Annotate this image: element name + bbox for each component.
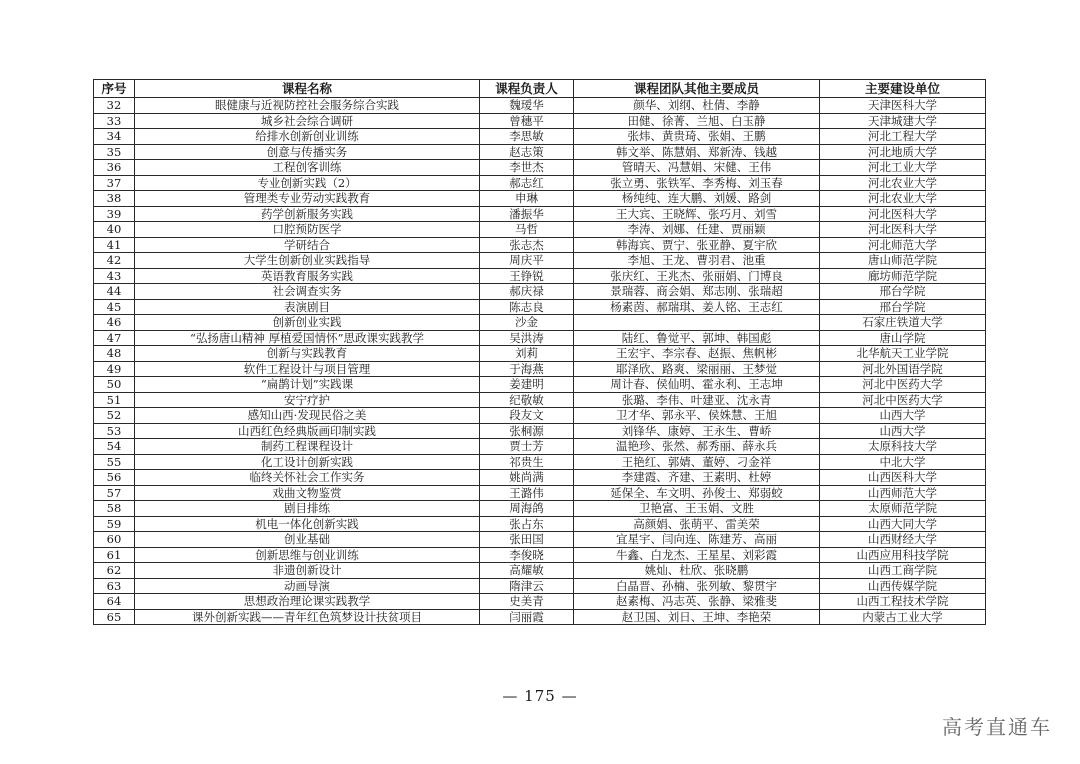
cell-course-name: 思想政治理论课实践教学 [135,594,480,610]
cell-team-members: 刘锋华、康婷、王永生、曹峤 [574,423,820,439]
header-team-members: 课程团队其他主要成员 [574,80,820,98]
cell-team-members: 牛鑫、白龙杰、王星星、刘彩霞 [574,547,820,563]
cell-course-lead: 段友文 [480,408,574,424]
table-row [94,532,986,548]
cell-institution: 河北工业大学 [820,160,986,176]
cell-team-members: 延保全、车文明、孙俊士、郑弱蛟 [574,485,820,501]
table-row [94,346,986,362]
cell-course-name: 创业基础 [135,532,480,548]
cell-institution: 太原师范学院 [820,501,986,517]
cell-course-lead: 马哲 [480,222,574,238]
cell-team-members: 张庆红、王兆杰、张丽娟、门博良 [574,268,820,284]
cell-team-members: 杨纯纯、连大鹏、刘媛、路剑 [574,191,820,207]
cell-team-members: 张立勇、张铁军、李秀梅、刘玉春 [574,175,820,191]
cell-index: 49 [94,361,135,377]
cell-index: 62 [94,563,135,579]
cell-institution: 山西大同大学 [820,516,986,532]
cell-index: 61 [94,547,135,563]
table-row [94,516,986,532]
cell-course-name: 非遗创新设计 [135,563,480,579]
cell-index: 51 [94,392,135,408]
table-row [94,129,986,145]
course-table [93,79,986,625]
cell-institution: 山西财经大学 [820,532,986,548]
table-row [94,222,986,238]
table-row [94,160,986,176]
cell-course-name: 口腔预防医学 [135,222,480,238]
cell-index: 50 [94,377,135,393]
table-row [94,578,986,594]
cell-course-lead: 周庆平 [480,253,574,269]
cell-institution: 山西医科大学 [820,470,986,486]
cell-course-lead: 李俊晓 [480,547,574,563]
cell-institution: 天津城建大学 [820,113,986,129]
cell-index: 60 [94,532,135,548]
cell-index: 41 [94,237,135,253]
cell-course-name: 社会调查实务 [135,284,480,300]
cell-institution: 唐山学院 [820,330,986,346]
cell-course-lead: 史美青 [480,594,574,610]
cell-team-members: 赵素梅、冯志英、张静、梁雅斐 [574,594,820,610]
cell-index: 53 [94,423,135,439]
cell-team-members: 景瑞蓉、商会娟、郑志刚、张瑞超 [574,284,820,300]
cell-institution: 邢台学院 [820,284,986,300]
cell-index: 54 [94,439,135,455]
cell-course-name: 英语教育服务实践 [135,268,480,284]
header-course-name: 课程名称 [135,80,480,98]
cell-index: 33 [94,113,135,129]
cell-team-members: 张炜、黄贵琦、张娟、王鹏 [574,129,820,145]
cell-course-name: 创新创业实践 [135,315,480,331]
cell-institution: 唐山师范学院 [820,253,986,269]
cell-index: 64 [94,594,135,610]
cell-institution: 河北中医药大学 [820,377,986,393]
cell-course-lead: 魏瑷华 [480,98,574,114]
cell-institution: 河北医科大学 [820,222,986,238]
table-row [94,470,986,486]
cell-institution: 石家庄铁道大学 [820,315,986,331]
header-course-lead: 课程负责人 [480,80,574,98]
cell-course-lead: 刘莉 [480,346,574,362]
table-row [94,547,986,563]
cell-team-members: 韩海宾、贾宁、张亚静、夏宇欣 [574,237,820,253]
cell-course-name: 制药工程课程设计 [135,439,480,455]
cell-team-members: 颜华、刘纲、杜倩、李静 [574,98,820,114]
cell-course-name: 山西红色经典版画印制实践 [135,423,480,439]
table-row [94,237,986,253]
cell-index: 52 [94,408,135,424]
table-row [94,454,986,470]
cell-course-name: 专业创新实践（2） [135,175,480,191]
table-row [94,594,986,610]
cell-course-lead: 姜建明 [480,377,574,393]
cell-institution: 邢台学院 [820,299,986,315]
cell-team-members: 赵卫国、刘日、王坤、李艳荣 [574,609,820,625]
cell-course-lead: 姚尚满 [480,470,574,486]
cell-institution: 山西传媒学院 [820,578,986,594]
table-row [94,113,986,129]
table-row [94,485,986,501]
watermark-text: 高考直通车 [942,715,1052,739]
cell-index: 46 [94,315,135,331]
cell-index: 37 [94,175,135,191]
cell-index: 44 [94,284,135,300]
cell-course-lead: 李世杰 [480,160,574,176]
cell-index: 55 [94,454,135,470]
cell-course-lead: 闫丽霞 [480,609,574,625]
cell-institution: 内蒙古工业大学 [820,609,986,625]
table-row [94,563,986,579]
cell-team-members: 李旭、王龙、曹羽君、池重 [574,253,820,269]
table-row [94,253,986,269]
cell-course-name: 创新思维与创业训练 [135,547,480,563]
cell-course-name: 化工设计创新实践 [135,454,480,470]
cell-team-members: 王宏宇、李宗春、赵振、焦帆彬 [574,346,820,362]
cell-index: 34 [94,129,135,145]
cell-institution: 河北外国语学院 [820,361,986,377]
cell-institution: 山西师范大学 [820,485,986,501]
cell-index: 36 [94,160,135,176]
cell-team-members: 耶泽欣、路爽、梁丽丽、王梦觉 [574,361,820,377]
cell-course-name: 学研结合 [135,237,480,253]
cell-team-members: 宜星宇、闫向连、陈建芳、高丽 [574,532,820,548]
cell-institution: 河北地质大学 [820,144,986,160]
cell-course-lead: 申琳 [480,191,574,207]
cell-course-name: 感知山西·发现民俗之美 [135,408,480,424]
cell-institution: 河北工程大学 [820,129,986,145]
cell-team-members: 白晶晋、孙楠、张列敏、黎贯宇 [574,578,820,594]
table-row [94,377,986,393]
cell-institution: 河北中医药大学 [820,392,986,408]
table-row [94,268,986,284]
cell-course-name: 课外创新实践——青年红色筑梦设计扶贫项目 [135,609,480,625]
cell-index: 39 [94,206,135,222]
cell-course-name: 给排水创新创业训练 [135,129,480,145]
cell-team-members: 王大宾、王晓辉、张巧月、刘雪 [574,206,820,222]
cell-team-members: 卫艳富、王玉娟、文胜 [574,501,820,517]
cell-team-members: 周计春、侯仙明、霍永利、王志坤 [574,377,820,393]
cell-course-lead: 于海燕 [480,361,574,377]
cell-course-lead: 张志杰 [480,237,574,253]
cell-index: 42 [94,253,135,269]
cell-team-members: 张璐、李伟、叶建亚、沈永青 [574,392,820,408]
cell-team-members [574,315,820,331]
header-institution: 主要建设单位 [820,80,986,98]
cell-institution: 山西工程技术学院 [820,594,986,610]
cell-course-lead: 贾士芳 [480,439,574,455]
cell-course-lead: 纪敬敏 [480,392,574,408]
cell-course-lead: 张田国 [480,532,574,548]
page-number: — 175 — [502,687,578,705]
cell-index: 48 [94,346,135,362]
cell-course-name: 创意与传播实务 [135,144,480,160]
cell-course-lead: 王铮锐 [480,268,574,284]
cell-team-members: 王艳红、郭婧、董婷、刁金祥 [574,454,820,470]
cell-institution: 山西应用科技学院 [820,547,986,563]
cell-team-members: 卫才华、郭永平、侯姝慧、王旭 [574,408,820,424]
table-row [94,609,986,625]
cell-team-members: 李涛、刘娜、任建、贾丽颖 [574,222,820,238]
cell-course-lead: 曾穗平 [480,113,574,129]
cell-institution: 太原科技大学 [820,439,986,455]
cell-course-lead: 高耀敏 [480,563,574,579]
cell-course-lead: 隋津云 [480,578,574,594]
cell-course-name: 临终关怀社会工作实务 [135,470,480,486]
cell-course-lead: 沙金 [480,315,574,331]
cell-team-members: 高颜娟、张萌平、雷美荣 [574,516,820,532]
table-header-row [94,80,986,98]
cell-course-lead: 王潞伟 [480,485,574,501]
cell-team-members: 田健、徐菁、兰旭、白玉静 [574,113,820,129]
cell-index: 59 [94,516,135,532]
cell-institution: 河北农业大学 [820,191,986,207]
cell-course-lead: 张占东 [480,516,574,532]
table-row [94,423,986,439]
cell-course-lead: 李思敏 [480,129,574,145]
cell-course-lead: 张桐源 [480,423,574,439]
table-row [94,439,986,455]
table-row [94,501,986,517]
cell-index: 57 [94,485,135,501]
table-row [94,299,986,315]
cell-course-lead: 郝庆禄 [480,284,574,300]
cell-course-name: 表演剧目 [135,299,480,315]
cell-institution: 天津医科大学 [820,98,986,114]
table-row [94,206,986,222]
cell-team-members: 姚灿、杜欣、张晓鹏 [574,563,820,579]
cell-index: 47 [94,330,135,346]
cell-institution: 河北医科大学 [820,206,986,222]
table-row [94,98,986,114]
cell-course-name: 剧目排练 [135,501,480,517]
cell-institution: 中北大学 [820,454,986,470]
cell-team-members: 韩文举、陈慧娟、郑新涛、钱越 [574,144,820,160]
table-row [94,144,986,160]
cell-course-name: 城乡社会综合调研 [135,113,480,129]
cell-course-name: 药学创新服务实践 [135,206,480,222]
cell-institution: 北华航天工业学院 [820,346,986,362]
cell-index: 38 [94,191,135,207]
table-row [94,175,986,191]
table-row [94,392,986,408]
cell-team-members: 管晴天、冯慧娟、宋健、王伟 [574,160,820,176]
cell-course-lead: 郝志红 [480,175,574,191]
table-row [94,408,986,424]
table-row [94,315,986,331]
table-row [94,361,986,377]
cell-index: 56 [94,470,135,486]
cell-index: 63 [94,578,135,594]
cell-course-name: 软件工程设计与项目管理 [135,361,480,377]
cell-team-members: 温艳珍、张然、郝秀丽、薛永兵 [574,439,820,455]
cell-index: 43 [94,268,135,284]
cell-course-lead: 周海鸽 [480,501,574,517]
cell-course-name: “弘扬唐山精神 厚植爱国情怀”思政课实践教学 [135,330,480,346]
cell-course-name: 安宁疗护 [135,392,480,408]
cell-team-members: 杨素茵、郝瑞琪、姜人铭、王志红 [574,299,820,315]
cell-course-name: 机电一体化创新实践 [135,516,480,532]
cell-course-lead: 吴洪涛 [480,330,574,346]
cell-course-name: “扁鹊计划”实践课 [135,377,480,393]
cell-institution: 河北农业大学 [820,175,986,191]
cell-course-lead: 赵志策 [480,144,574,160]
table-row [94,330,986,346]
cell-course-name: 创新与实践教育 [135,346,480,362]
cell-index: 35 [94,144,135,160]
cell-course-name: 工程创客训练 [135,160,480,176]
cell-team-members: 李建霞、齐建、王素明、杜婷 [574,470,820,486]
cell-course-lead: 陈志良 [480,299,574,315]
cell-course-name: 大学生创新创业实践指导 [135,253,480,269]
cell-course-name: 眼健康与近视防控社会服务综合实践 [135,98,480,114]
cell-course-lead: 潘振华 [480,206,574,222]
table-row [94,284,986,300]
cell-index: 45 [94,299,135,315]
cell-index: 58 [94,501,135,517]
cell-course-name: 管理类专业劳动实践教育 [135,191,480,207]
cell-institution: 山西大学 [820,423,986,439]
cell-course-name: 动画导演 [135,578,480,594]
cell-index: 40 [94,222,135,238]
cell-course-name: 戏曲文物鉴赏 [135,485,480,501]
cell-course-lead: 祁贵生 [480,454,574,470]
header-index: 序号 [94,80,135,98]
table-row [94,191,986,207]
cell-institution: 廊坊师范学院 [820,268,986,284]
cell-index: 65 [94,609,135,625]
cell-institution: 山西工商学院 [820,563,986,579]
cell-institution: 山西大学 [820,408,986,424]
cell-team-members: 陆红、鲁觉平、郭坤、韩国彪 [574,330,820,346]
cell-index: 32 [94,98,135,114]
cell-institution: 河北师范大学 [820,237,986,253]
